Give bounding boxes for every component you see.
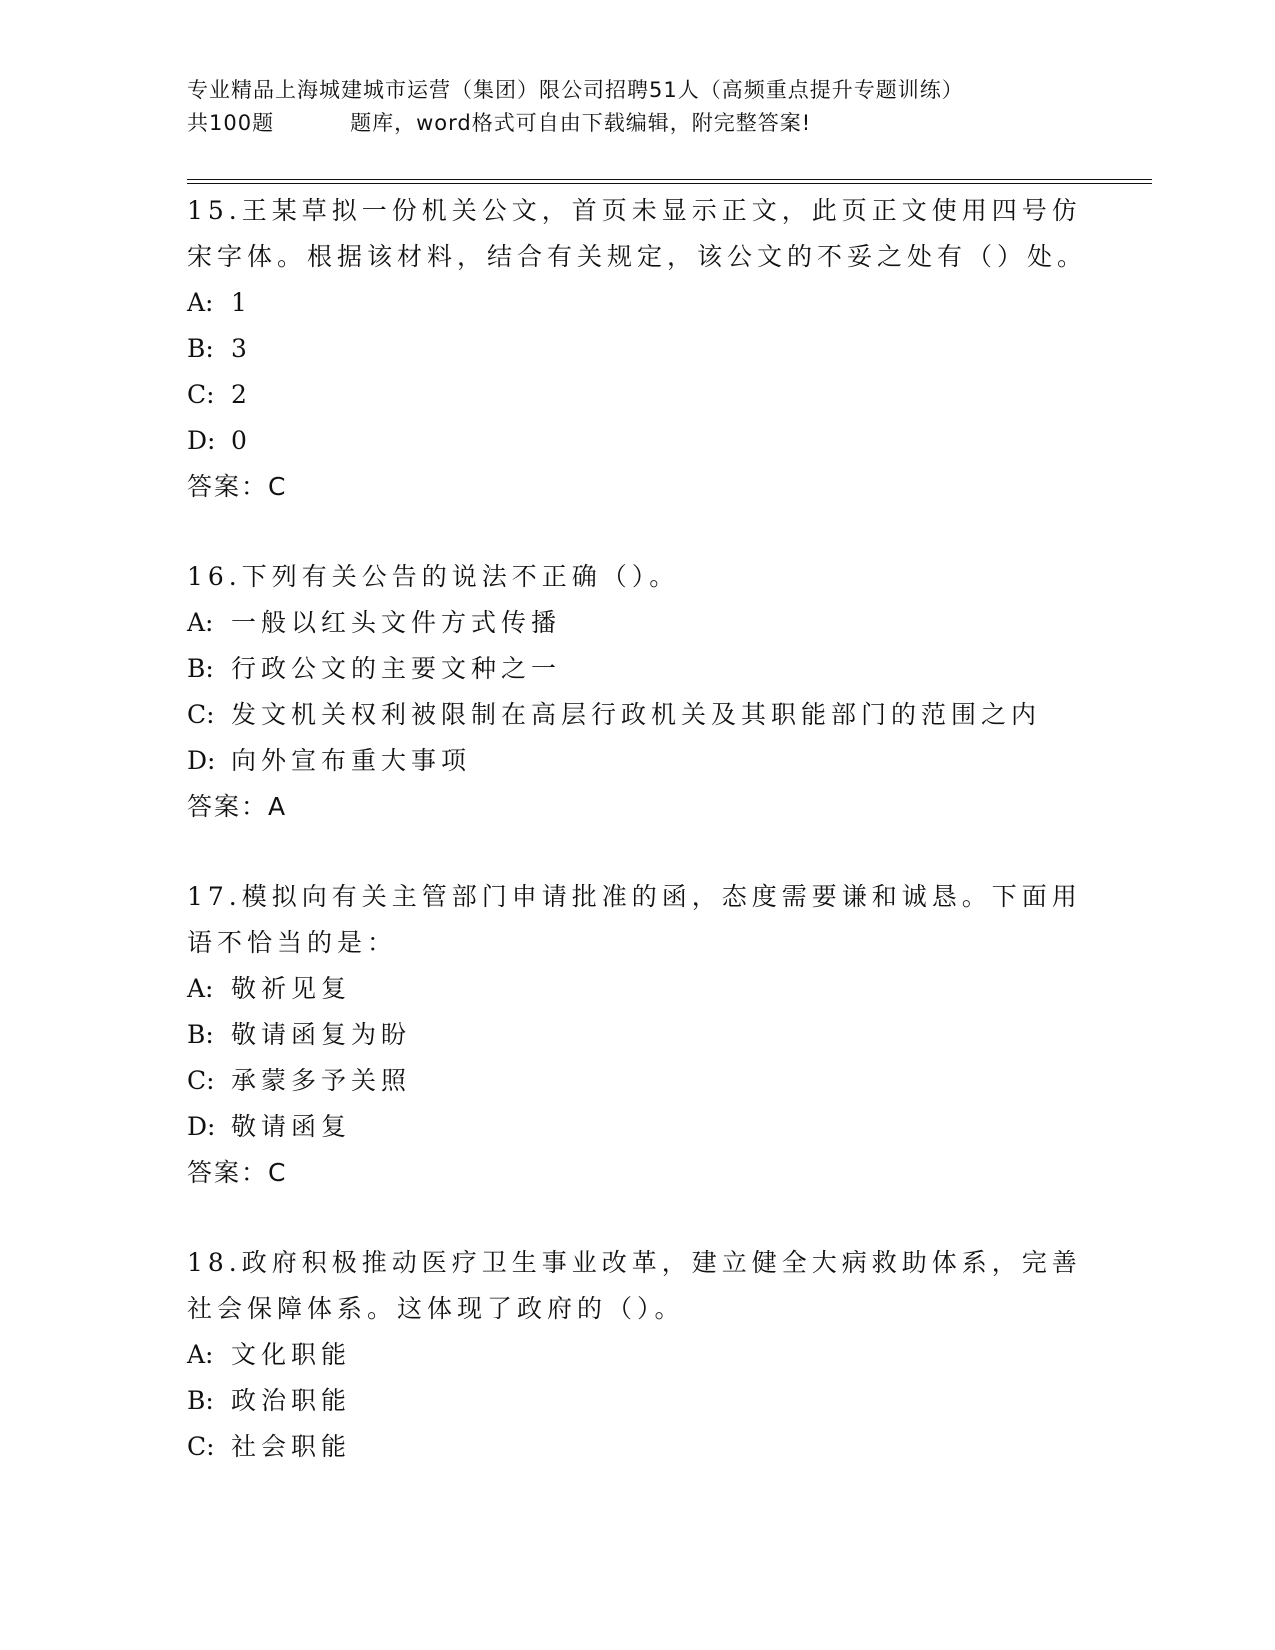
option-text: 敬祈见复 bbox=[231, 974, 352, 1003]
answer-line: 答案：A bbox=[187, 792, 288, 821]
option-b bbox=[187, 1012, 1087, 1058]
option-label: D: bbox=[187, 426, 216, 455]
question-18 bbox=[187, 1240, 1087, 1470]
option-b bbox=[187, 326, 1087, 372]
option-text: 2 bbox=[231, 380, 252, 409]
option-c bbox=[187, 372, 1087, 418]
answer-line: 答案：C bbox=[187, 1158, 288, 1187]
option-text: 政治职能 bbox=[231, 1386, 352, 1415]
header-divider-top bbox=[187, 179, 1152, 180]
option-d bbox=[187, 418, 1087, 464]
option-c bbox=[187, 1058, 1087, 1104]
question-stem: 18.政府积极推动医疗卫生事业改革，建立健全大病救助体系，完善社会保障体系。这体现了政府的（）。 bbox=[187, 1248, 1082, 1323]
option-text: 社会职能 bbox=[231, 1432, 352, 1461]
document-header bbox=[187, 74, 1087, 140]
option-label: A: bbox=[187, 1340, 214, 1369]
question-17 bbox=[187, 874, 1087, 1196]
option-d bbox=[187, 738, 1087, 784]
option-label: B: bbox=[187, 1386, 214, 1415]
question-stem: 16.下列有关公告的说法不正确（）。 bbox=[187, 562, 680, 591]
option-label: B: bbox=[187, 334, 214, 363]
header-subtitle-line bbox=[187, 107, 1087, 140]
option-label: A: bbox=[187, 974, 214, 1003]
header-divider-bottom bbox=[187, 183, 1152, 184]
question-stem: 17.模拟向有关主管部门申请批准的函，态度需要谦和诚恳。下面用语不恰当的是： bbox=[187, 882, 1082, 957]
option-label: C: bbox=[187, 700, 215, 729]
option-a bbox=[187, 966, 1087, 1012]
option-label: C: bbox=[187, 1066, 215, 1095]
option-c bbox=[187, 692, 1087, 738]
option-text: 文化职能 bbox=[231, 1340, 352, 1369]
option-text: 0 bbox=[231, 426, 252, 455]
option-text: 3 bbox=[231, 334, 252, 363]
option-text: 承蒙多予关照 bbox=[231, 1066, 412, 1095]
option-d bbox=[187, 1104, 1087, 1150]
header-title-line: 专业精品上海城建城市运营（集团）限公司招聘51人（高频重点提升专题训练） bbox=[187, 78, 964, 102]
option-text: 1 bbox=[231, 288, 252, 317]
option-label: C: bbox=[187, 1432, 215, 1461]
option-label: D: bbox=[187, 1112, 216, 1141]
option-label: B: bbox=[187, 1020, 214, 1049]
option-label: D: bbox=[187, 746, 216, 775]
option-text: 一般以红头文件方式传播 bbox=[231, 608, 562, 637]
option-a bbox=[187, 280, 1087, 326]
option-text: 敬请函复 bbox=[231, 1112, 352, 1141]
header-description: 题库，word格式可自由下载编辑，附完整答案! bbox=[350, 111, 812, 135]
option-label: B: bbox=[187, 654, 214, 683]
question-15 bbox=[187, 188, 1087, 510]
option-label: A: bbox=[187, 608, 214, 637]
header-question-count: 共100题 bbox=[187, 111, 275, 135]
option-text: 发文机关权利被限制在高层行政机关及其职能部门的范围之内 bbox=[231, 700, 1042, 729]
option-a bbox=[187, 1332, 1087, 1378]
option-b bbox=[187, 1378, 1087, 1424]
answer-line: 答案：C bbox=[187, 472, 288, 501]
question-list bbox=[187, 188, 1087, 1514]
question-stem: 15.王某草拟一份机关公文，首页未显示正文，此页正文使用四号仿宋字体。根据该材料，结合有关规定，该公文的不妥之处有（）处。 bbox=[187, 196, 1088, 271]
option-text: 行政公文的主要文种之一 bbox=[231, 654, 562, 683]
option-b bbox=[187, 646, 1087, 692]
option-text: 敬请函复为盼 bbox=[231, 1020, 412, 1049]
option-text: 向外宣布重大事项 bbox=[231, 746, 472, 775]
option-a bbox=[187, 600, 1087, 646]
option-c bbox=[187, 1424, 1087, 1470]
question-16 bbox=[187, 554, 1087, 830]
option-label: C: bbox=[187, 380, 215, 409]
option-label: A: bbox=[187, 288, 214, 317]
